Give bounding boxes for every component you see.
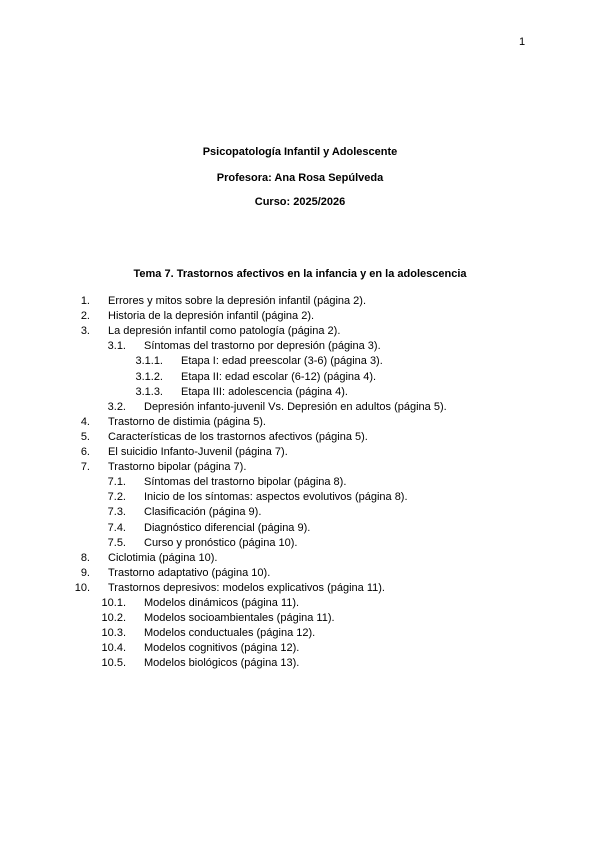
toc-item-number: 3.1.2. [135, 370, 163, 383]
toc-item-number: 3. [80, 325, 90, 338]
toc-item [0, 430, 600, 445]
toc-item-number: 10.4. [101, 642, 126, 655]
toc-item [0, 536, 600, 551]
toc-item [0, 370, 600, 385]
toc-item [0, 475, 600, 490]
toc-item-number: 10.1. [101, 597, 126, 609]
toc-item-number: 2. [80, 310, 90, 323]
toc-item-number: 5. [80, 430, 90, 443]
toc-item-text: Clasificación (página 9). [144, 506, 262, 519]
toc-item [0, 521, 600, 536]
toc-item [0, 656, 600, 671]
toc-item-text: Inicio de los síntomas: aspectos evolutivos (página 8). [144, 491, 408, 504]
toc-item-text: Características de los trastornos afectivos (página 5). [108, 430, 368, 443]
toc-item-text: Depresión infanto-juvenil Vs. Depresión en adultos (página 5). [144, 400, 447, 413]
toc-item [0, 611, 600, 626]
toc-item-text: El suicidio Infanto-Juvenil (página 7). [108, 446, 288, 458]
year-line: Curso: 2025/2026 [254, 196, 346, 208]
toc-item-text: Síntomas del trastorno por depresión (página 3). [144, 340, 381, 353]
toc-item-text: Curso y pronóstico (página 10). [144, 536, 298, 549]
toc-item [0, 581, 600, 596]
toc-item-text: La depresión infantil como patología (página 2). [108, 325, 341, 338]
toc-item [0, 490, 600, 505]
toc-item-number: 3.1.1. [135, 355, 163, 368]
toc-item-text: Modelos dinámicos (página 11). [144, 597, 300, 609]
teacher-line: Profesora: Ana Rosa Sepúlveda [216, 172, 384, 184]
toc-item-number: 7.1. [107, 476, 126, 489]
toc-item-text: Etapa III: adolescencia (página 4). [181, 385, 348, 398]
toc-item-text: Modelos cognitivos (página 12). [144, 642, 300, 655]
toc-item [0, 566, 600, 581]
toc-item [0, 324, 600, 339]
toc-item [0, 551, 600, 566]
toc-item-number: 7.4. [107, 521, 126, 534]
toc-item-text: Síntomas del trastorno bipolar (página 8). [144, 476, 347, 489]
toc-item-text: Trastorno adaptativo (página 10). [108, 566, 271, 579]
toc-item-number: 3.2. [107, 400, 126, 413]
toc-item-text: Errores y mitos sobre la depresión infantil (página 2). [108, 295, 367, 307]
topic-title: Tema 7. Trastornos afectivos en la infancia y en la adolescencia [133, 268, 467, 280]
toc-item-text: Modelos socioambientales (página 11). [144, 612, 335, 625]
toc-item [0, 596, 600, 611]
page-number: 1 [519, 36, 526, 48]
toc-item-number: 4. [80, 415, 90, 428]
toc-item-text: Trastornos depresivos: modelos explicativos (página 11). [108, 581, 385, 594]
toc-item [0, 354, 600, 369]
toc-item [0, 460, 600, 475]
toc-item-text: Modelos conductuales (página 12). [144, 627, 316, 640]
toc-item [0, 339, 600, 354]
toc-item-number: 6. [80, 446, 90, 458]
toc-item-number: 7. [80, 461, 90, 474]
toc-item-text: Diagnóstico diferencial (página 9). [144, 521, 311, 534]
toc-item-number: 1. [80, 295, 90, 307]
toc-item-text: Etapa II: edad escolar (6-12) (página 4). [181, 370, 377, 383]
toc-item-text: Modelos biológicos (página 13). [144, 657, 300, 670]
toc-item [0, 415, 600, 430]
toc-item-text: Trastorno bipolar (página 7). [108, 461, 247, 474]
toc-item [0, 309, 600, 324]
toc-item-number: 7.2. [107, 491, 126, 504]
toc-item [0, 445, 600, 460]
toc-item-text: Ciclotimia (página 10). [108, 551, 218, 564]
toc-item-number: 3.1. [107, 340, 126, 353]
course-title: Psicopatología Infantil y Adolescente [202, 146, 398, 158]
toc-item-number: 7.5. [107, 536, 126, 549]
toc-item-number: 10.3. [101, 627, 126, 640]
toc-item-text: Trastorno de distimia (página 5). [108, 415, 266, 428]
toc-item-number: 10.5. [101, 657, 126, 670]
toc-item-number: 7.3. [107, 506, 126, 519]
toc-item-text: Etapa I: edad preescolar (3-6) (página 3). [181, 355, 383, 368]
toc-item [0, 294, 600, 309]
toc-item [0, 400, 600, 415]
toc-item-text: Historia de la depresión infantil (página 2). [108, 310, 315, 323]
toc-item [0, 626, 600, 641]
toc-item [0, 641, 600, 656]
toc-item-number: 8. [80, 551, 90, 564]
toc-item-number: 10. [74, 581, 90, 594]
toc-item [0, 385, 600, 400]
toc-item-number: 9. [80, 566, 90, 579]
toc-item-number: 10.2. [101, 612, 126, 625]
toc-item [0, 505, 600, 520]
toc-item-number: 3.1.3. [135, 385, 163, 398]
